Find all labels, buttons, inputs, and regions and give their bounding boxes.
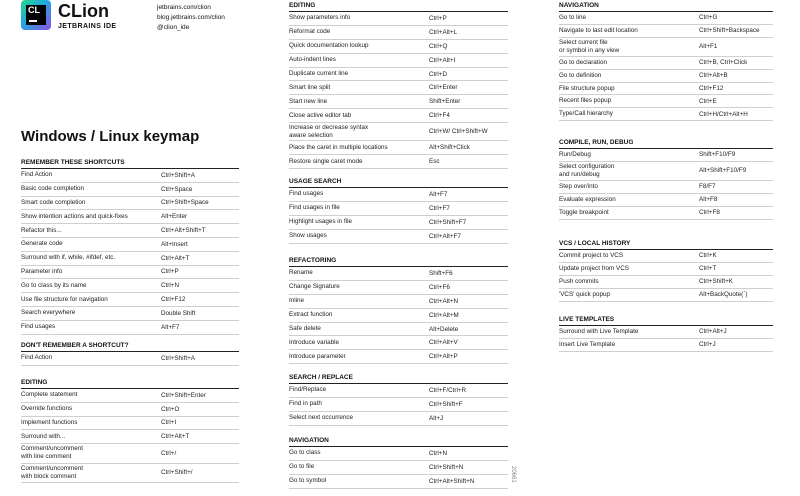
shortcut-row [559,289,773,302]
action-label: Show parameters info [289,14,351,22]
shortcut-row [21,389,239,403]
shortcut-keys: Double Shift [161,309,196,317]
action-label: Go to file [289,463,315,471]
shortcut-keys: Shift+F10/F9 [699,151,736,159]
action-label: Increase or decrease syntax aware selection [289,123,369,139]
shortcut-keys: Ctrl+P [429,14,447,22]
shortcut-row [559,263,773,276]
document-number: 20661 [510,466,516,483]
action-label: 'VCS' quick popup [559,290,611,298]
shortcut-row [289,95,508,109]
shortcut-row [21,266,239,280]
shortcut-row [559,181,773,194]
shortcut-row [21,238,239,252]
shortcut-keys: Ctrl+Shift+F [429,400,463,408]
action-label: Find usages [289,190,324,198]
shortcut-keys: Ctrl+W/ Ctrl+Shift+W [429,128,488,136]
shortcut-row [289,26,508,40]
shortcut-keys: Ctrl+Shift+/ [161,469,193,477]
shortcut-keys: Ctrl+F12 [699,85,724,92]
section-title: EDITING [289,0,508,12]
clion-logo [21,0,51,30]
shortcut-keys: Ctrl+D [429,70,448,78]
shortcut-row [289,350,508,364]
logo-letters: CL [28,5,40,15]
shortcut-keys: Ctrl+Shift+K [699,278,733,286]
action-label: Override functions [21,405,73,413]
shortcut-row [21,183,239,197]
shortcut-row [21,224,239,238]
shortcut-row [21,279,239,293]
action-label: Restore single caret mode [289,157,363,165]
section-vcs-local-history [559,238,773,302]
section-compile-run-debug [559,137,773,220]
section-title: REMEMBER THESE SHORTCUTS [21,157,239,169]
shortcut-keys: Ctrl+Alt+B [699,72,728,80]
action-label: Find in path [289,400,322,408]
brand-links [157,3,225,33]
shortcut-row [559,108,773,121]
shortcut-keys: Alt+J [429,414,444,422]
shortcut-row [289,398,508,412]
shortcut-keys: Alt+Enter [161,213,188,221]
shortcut-keys: Ctrl+Alt+I [429,56,456,64]
action-label: Find/Replace [289,386,327,394]
action-label: Push commits [559,277,599,285]
shortcut-keys: Ctrl+Shift+Enter [161,391,206,399]
shortcut-row [289,447,508,461]
section-title: NAVIGATION [559,0,773,12]
section-title: EDITING [21,377,239,389]
action-label: Parameter info [21,267,63,275]
shortcut-keys: Ctrl+Alt+M [429,311,459,319]
action-label: Safe delete [289,325,321,332]
shortcut-keys: Ctrl+G [699,14,718,22]
link-website[interactable]: jetbrains.com/clion [157,4,211,11]
shortcut-keys: Ctrl+P [161,268,179,276]
shortcut-row [559,276,773,289]
link-blog[interactable]: blog.jetbrains.com/clion [157,14,225,21]
shortcut-row [289,309,508,323]
shortcut-row [289,155,508,169]
action-label: Select next occurrence [289,414,354,422]
action-label: Recent files popup [559,97,612,105]
action-label: Update project from VCS [559,264,629,272]
shortcut-keys: Esc [429,158,440,166]
shortcut-row [559,25,773,38]
shortcut-keys: Ctrl+F6 [429,283,450,291]
shortcut-row [21,430,239,444]
action-label: Run/Debug [559,150,591,158]
shortcut-row [289,267,508,281]
shortcut-row [21,169,239,183]
section-title: VCS / LOCAL HISTORY [559,238,773,250]
shortcut-keys: Ctrl+Alt+J [699,328,727,336]
section-navigation [559,0,773,121]
shortcut-keys: Ctrl+J [699,341,716,349]
action-label: Find Action [21,171,53,179]
shortcut-keys: Alt+Shift+Click [429,144,470,152]
shortcut-keys: Ctrl+Shift+N [429,463,464,471]
shortcut-row [289,323,508,337]
shortcut-keys: Ctrl+O [161,405,180,413]
shortcut-row [289,336,508,350]
action-label: Rename [289,269,313,277]
section-remember-these-shortcuts [21,157,239,335]
action-label: Place the caret in multiple locations [289,143,388,151]
shortcut-keys: Ctrl+T [699,265,717,273]
shortcut-row [559,70,773,83]
shortcut-row [289,281,508,295]
shortcut-row [559,339,773,352]
shortcut-row [289,461,508,475]
shortcut-row [21,321,239,335]
section-usage-search [289,176,508,244]
shortcut-keys: Ctrl+K [699,252,717,260]
action-label: Surround with Live Template [559,327,639,335]
shortcut-keys: Ctrl+Space [161,185,193,193]
shortcut-row [559,326,773,339]
action-label: Complete statement [21,391,78,399]
shortcut-row [21,252,239,266]
brand-header [21,0,261,40]
shortcut-keys: Ctrl+Q [429,42,448,50]
action-label: Generate code [21,240,63,248]
action-label: Find usages in file [289,204,340,212]
section-title: COMPILE, RUN, DEBUG [559,137,773,149]
shortcut-keys: Ctrl+Shift+F7 [429,218,467,226]
shortcut-keys: Ctrl+F8 [699,209,720,217]
section-editing [289,0,508,169]
shortcut-keys: Ctrl+F4 [429,112,450,120]
shortcut-row [289,216,508,230]
shortcut-row [559,57,773,70]
page-title: Windows / Linux keymap [21,128,200,145]
action-label: Smart line split [289,83,331,91]
shortcut-row [21,352,239,366]
shortcut-keys: Ctrl+/ [161,449,177,457]
action-label: Go to class [289,449,321,457]
section-title: LIVE TEMPLATES [559,314,773,326]
shortcut-row [559,194,773,207]
action-label: Use file structure for navigation [21,295,108,303]
shortcut-keys: Ctrl+Shift+Space [161,199,209,207]
shortcut-row [559,250,773,263]
action-label: Duplicate current line [289,70,349,77]
shortcut-keys: Ctrl+Alt+V [429,339,458,347]
action-label: Surround with if, while, #ifdef, etc. [21,254,116,262]
section-live-templates [559,314,773,352]
action-label: Commit project to VCS [559,251,624,259]
action-label: Type/Call hierarchy [559,110,613,118]
shortcut-row [289,81,508,95]
shortcut-keys: Ctrl+Alt+T [161,433,190,441]
action-label: Go to symbol [289,477,327,485]
action-label: Select configuration and run/debug [559,162,615,178]
link-twitter[interactable]: @clion_ide [157,24,190,31]
shortcut-keys: Ctrl+Alt+N [429,297,459,305]
shortcut-row [21,403,239,417]
section-editing [21,377,239,483]
shortcut-row [21,464,239,484]
section-navigation [289,435,508,489]
shortcut-keys: Ctrl+Alt+L [429,28,457,36]
action-label: Go to line [559,13,586,21]
shortcut-row [289,384,508,398]
action-label: Basic code completion [21,185,85,193]
section-title: DON'T REMEMBER A SHORTCUT? [21,340,239,352]
section-search-replace [289,372,508,426]
action-label: Auto-indent lines [289,56,336,64]
action-label: Start new line [289,97,328,105]
action-label: Highlight usages in file [289,218,353,226]
action-label: Go to class by its name [21,281,87,289]
shortcut-keys: Ctrl+N [429,449,448,457]
action-label: Navigate to last edit location [559,26,638,34]
action-label: Surround with... [21,432,66,440]
shortcut-keys: Alt+F1 [699,43,718,51]
action-label: Extract function [289,311,333,319]
action-label: Go to definition [559,71,602,79]
shortcut-row [289,475,508,489]
shortcut-row [559,83,773,96]
shortcut-row [289,109,508,123]
section-title: REFACTORING [289,255,508,267]
action-label: Insert Live Template [559,340,616,348]
shortcut-keys: Alt+Shift+F10/F9 [699,167,747,175]
action-label: Find usages [21,323,56,331]
shortcut-keys: Ctrl+Enter [429,84,458,92]
shortcut-keys: Alt+BackQuote(`) [699,291,748,299]
shortcut-keys: Ctrl+Shift+A [161,171,195,179]
action-label: Toggle breakpoint [559,208,609,216]
action-label: Implement functions [21,418,78,426]
action-label: Change Signature [289,283,340,291]
shortcut-keys: Ctrl+Alt+P [429,353,458,361]
action-label: Inline [289,297,305,305]
brand-name: CLion [58,1,109,21]
shortcut-row [21,293,239,307]
section-title: NAVIGATION [289,435,508,447]
shortcut-row [559,12,773,25]
section-title: SEARCH / REPLACE [289,372,508,384]
shortcut-keys: Ctrl+N [161,282,180,290]
shortcut-row [289,230,508,244]
shortcut-keys: Ctrl+Alt+Shift+N [429,477,475,485]
shortcut-keys: Ctrl+E [699,97,717,105]
action-label: Close active editor tab [289,111,352,119]
shortcut-keys: Alt+Insert [161,240,188,248]
shortcut-keys: Ctrl+Shift+A [161,354,195,362]
action-label: File structure popup [559,84,615,92]
action-label: Search everywhere [21,309,76,317]
shortcut-row [21,197,239,211]
shortcut-row [289,202,508,216]
action-label: Evaluate expression [559,195,616,203]
shortcut-keys: Ctrl+H/Ctrl+Alt+H [699,110,748,118]
shortcut-row [21,307,239,321]
shortcut-row [21,210,239,224]
action-label: Step over/into [559,182,598,190]
action-label: Find Action [21,354,53,362]
section-refactoring [289,255,508,364]
shortcut-keys: Ctrl+Alt+T [161,254,190,262]
action-label: Introduce variable [289,338,340,346]
shortcut-keys: F8/F7 [699,183,716,191]
shortcut-row [559,162,773,181]
shortcut-keys: Ctrl+Shift+Backspace [699,27,760,35]
action-label: Reformat code [289,28,331,36]
action-label: Quick documentation lookup [289,42,369,50]
shortcut-row [289,188,508,202]
shortcut-row [289,54,508,68]
shortcut-keys: Ctrl+Alt+Shift+T [161,227,206,235]
action-label: Go to declaration [559,58,607,66]
shortcut-row [559,38,773,57]
shortcut-row [289,141,508,155]
shortcut-keys: Alt+F8 [699,196,718,204]
shortcut-keys: Alt+F7 [429,190,448,198]
shortcut-row [21,417,239,431]
shortcut-keys: Ctrl+Alt+F7 [429,232,461,240]
action-label: Select current file or symbol in any view [559,38,620,54]
action-label: Smart code completion [21,198,86,206]
action-label: Comment/uncomment with block comment [21,464,83,480]
shortcut-keys: Ctrl+B, Ctrl+Click [699,59,748,67]
shortcut-row [289,123,508,141]
shortcut-row [289,412,508,426]
action-label: Comment/uncomment with line comment [21,445,83,461]
shortcut-keys: Alt+F7 [161,323,180,331]
shortcut-keys: Ctrl+I [161,419,177,427]
shortcut-row [21,444,239,464]
shortcut-row [289,295,508,309]
shortcut-keys: Shift+F6 [429,269,453,277]
action-label: Introduce parameter [289,352,346,360]
shortcut-keys: Ctrl+F/Ctrl+R [429,386,467,394]
shortcut-keys: Alt+Delete [429,325,459,333]
section-don-t-remember-a-shortcut [21,340,239,366]
shortcut-row [289,68,508,82]
shortcut-keys: Shift+Enter [429,98,461,106]
brand-subtitle: JETBRAINS IDE [58,23,117,30]
shortcut-row [289,40,508,54]
action-label: Show usages [289,232,327,240]
shortcut-row [559,207,773,220]
shortcut-row [559,95,773,108]
action-label: Refactor this... [21,226,62,234]
shortcut-row [289,12,508,26]
shortcut-row [559,149,773,162]
shortcut-keys: Ctrl+F12 [161,296,186,304]
shortcut-keys: Ctrl+F7 [429,204,450,212]
action-label: Show intention actions and quick-fixes [21,212,128,220]
section-title: USAGE SEARCH [289,176,508,188]
